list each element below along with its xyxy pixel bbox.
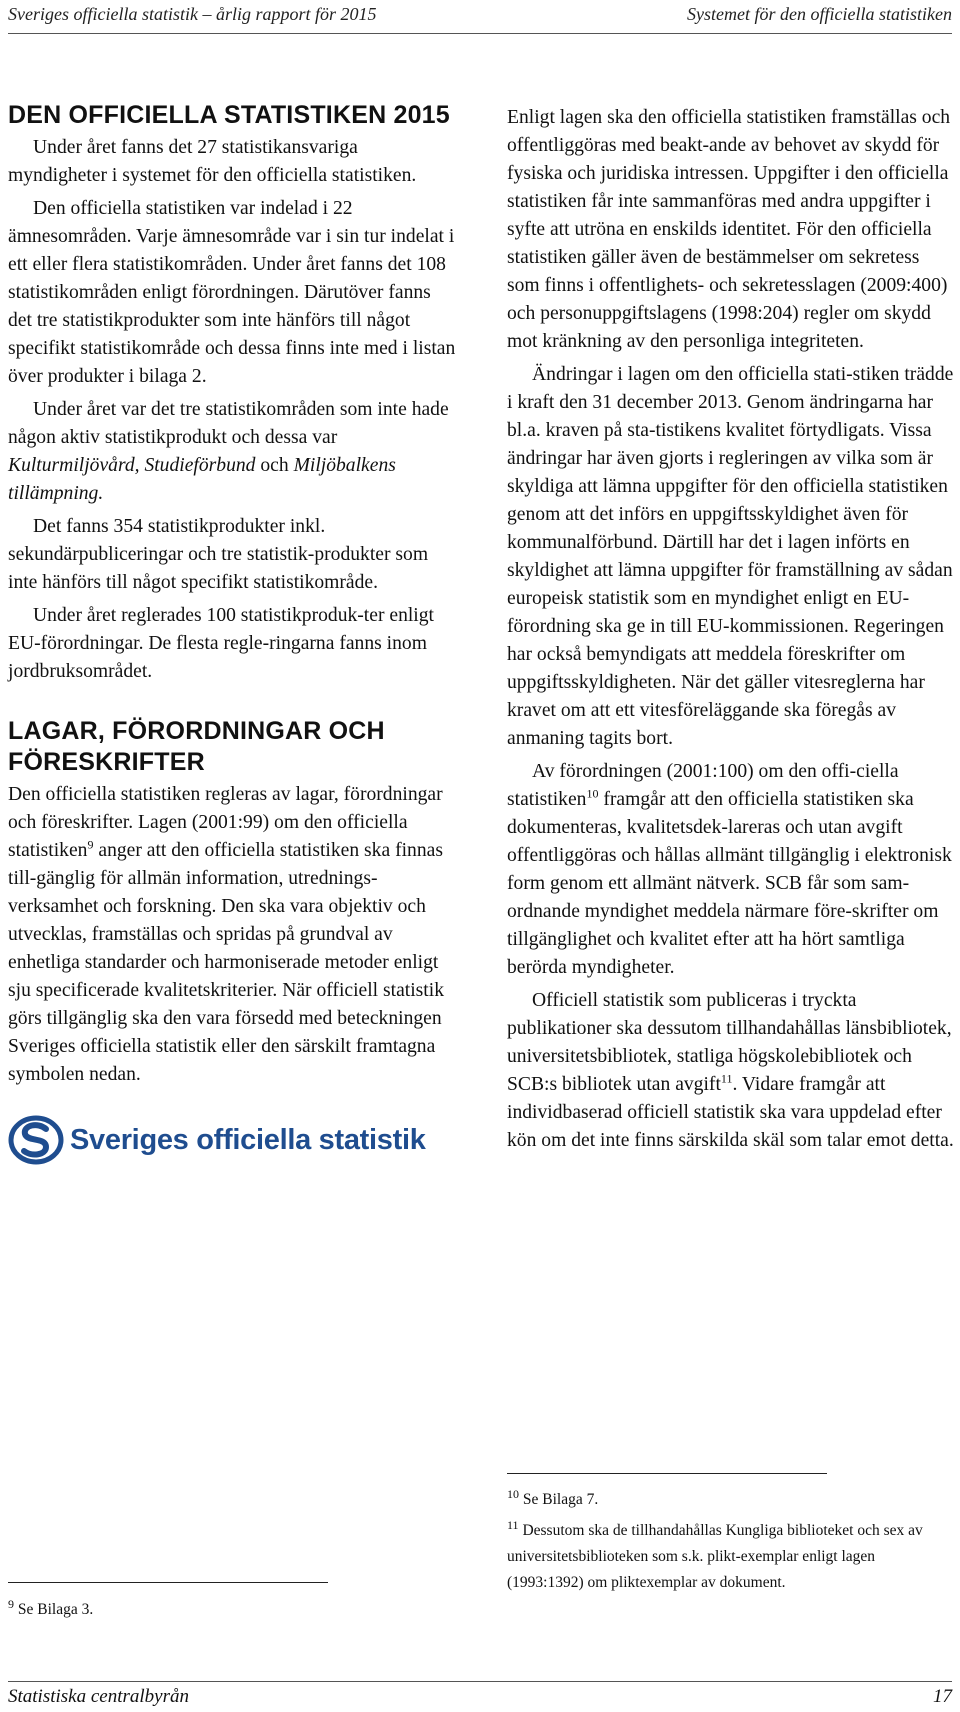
footnote-rule-right <box>507 1473 827 1474</box>
text: framgår att den officiella statistiken ska dokumenteras, kvalitetsdek-lareras och utan avgift offentliggöras och hållas allmänt tillgänglig i elektronisk form genom ett allmänt nätverk. SCB får som sam-ordnande myndighet meddela närmare före-skrifter om tillgänglighet och kvalitet efter att ha hört samtliga berörda myndigheter. <box>507 789 952 978</box>
text: Officiell statistik som publiceras i tryckta publikationer ska dessutom tillhandahållas länsbibliotek, universitetsbibliotek, statliga högskolebibliotek och SCB:s bibliotek utan avgift <box>507 990 952 1095</box>
paragraph: Under året reglerades 100 statistikproduk-ter enligt EU-förordningar. De flesta regle-ringarna fanns inom jordbruksområdet. <box>8 605 434 682</box>
paragraph <box>8 396 458 508</box>
text: anger att den officiella statistiken ska finnas till-gänglig för allmän information, utrednings-verksamhet och forskning. Den ska vara objektiv och utvecklas, framställas och spridas på grundval av enhetliga standarder och harmoniserade metoder enligt sju specificerade kvalitetskriterier. När officiell statistik görs tillgänglig ska den vara försedd med beteckningen Sveriges officiella statistik eller den särskilt framtagna symbolen nedan. <box>8 840 444 1085</box>
header-right: Systemet för den officiella statistiken <box>687 4 952 24</box>
text: Av förordningen (2001:100) om den offi-ciella statistiken <box>507 761 899 810</box>
paragraph: Ändringar i lagen om den officiella stati-stiken trädde i kraft den 31 december 2013. Genom ändringarna har bl.a. kraven på sta-tistikens kvalitet förtydligats. Vissa ändringar har även gjorts i regleringen av vilka som är skyldiga att lämna uppgifter för den officiella statistiken genom att det införs en uppgiftsskyldighet även för kommunalförbund. Därtill har det i lagen införts en skyldighet att lämna uppgifter för framställning av sådan europeisk statistik som en myndighet enligt en EU-förordning ska ge in till EU-kommissionen. Regeringen har också bemyndigats att meddela föreskrifter om uppgiftsskyldigheten. När det gäller vitesreglerna har kravet om att ett vitesföreläggande ska föregås av anmaning tagits bort. <box>507 364 954 749</box>
footnote-10 <box>507 1487 954 1513</box>
footnote-11 <box>507 1518 954 1596</box>
logo-text: Sveriges officiella statistik <box>70 1124 426 1156</box>
paragraph <box>507 987 954 1155</box>
sos-logo-icon <box>8 1115 64 1165</box>
footer-publisher: Statistiska centralbyrån <box>8 1686 190 1707</box>
footnote-ref[interactable]: 10 <box>586 786 599 801</box>
italic-text: Miljöbalkens tillämpning. <box>8 455 396 504</box>
text: . Vidare framgår att individbaserad officiell statistik ska vara uppdelad efter kön om det inte finns särskilda skäl som talar emot detta. <box>507 1074 954 1151</box>
footnote-text: Se Bilaga 3. <box>14 1601 94 1618</box>
footnote-text: Dessutom ska de tillhandahållas Kungliga biblioteket och sex av universitetsbiblioteken som s.k. plikt-exemplar enligt lagen (1993:1392) om pliktexemplar av dokument. <box>507 1522 923 1591</box>
footnote-number: 10 <box>507 1486 519 1501</box>
footnote-ref[interactable]: 11 <box>720 1071 733 1086</box>
text: Den officiella statistiken regleras av lagar, förordningar och föreskrifter. Lagen (2001:99) om den officiella statistiken <box>8 784 443 861</box>
paragraph: Under året fanns det 27 statistikansvariga myndigheter i systemet för den officiella statistiken. <box>8 137 417 186</box>
footnote-number: 11 <box>507 1517 519 1532</box>
footnote-rule-left <box>8 1582 328 1583</box>
footnote-text: Se Bilaga 7. <box>519 1491 599 1508</box>
paragraph: Den officiella statistiken var indelad i 22 ämnesområden. Varje ämnesområde var i sin tur indelat i ett eller flera statistikområden. Under året fanns det 108 statistikområden enligt förordningen. Därutöver fanns det tre statistikprodukter som inte hänförs till något specifikt statistikområde och dessa finns inte med i listan över produkter i bilaga 2. <box>8 198 456 387</box>
header-rule <box>8 33 952 34</box>
sos-logo <box>8 1115 458 1165</box>
paragraph <box>8 781 458 1089</box>
italic-text: Kulturmiljövård, Studieförbund <box>8 455 256 476</box>
text: Under året var det tre statistikområden som inte hade någon aktiv statistikprodukt och dessa var <box>8 399 449 448</box>
paragraph <box>507 758 954 982</box>
heading-official-statistics: DEN OFFICIELLA STATISTIKEN 2015 <box>8 101 450 129</box>
heading-laws: LAGAR, FÖRORDNINGAR OCH FÖRESKRIFTER <box>8 717 385 776</box>
footnote-ref[interactable]: 9 <box>87 837 94 852</box>
footnote-number: 9 <box>8 1596 14 1611</box>
text: och <box>255 455 294 476</box>
header-left: Sveriges officiella statistik – årlig rapport för 2015 <box>8 4 377 24</box>
footer-rule <box>8 1681 952 1682</box>
paragraph: Det fanns 354 statistikprodukter inkl. sekundärpubliceringar och tre statistik-produkter som inte hänförs till något specifikt statistikområde. <box>8 516 429 593</box>
right-column <box>507 104 954 1160</box>
paragraph: Enligt lagen ska den officiella statistiken framställas och offentliggöras med beakt-ande av behovet av skydd för fysiska och juridiska intressen. Uppgifter i den officiella statistiken får inte sammanföras med andra uppgifter i syfte att utröna en enskilds identitet. För den officiella statistiken gäller även de bestämmelser om sekretess som finns i offentlighets- och sekretesslagen (2009:400) och personuppgiftslagens (1998:204) regler om skydd mot kränkning av den personliga integriteten. <box>507 107 951 352</box>
left-column <box>8 100 458 1165</box>
footnote-9 <box>8 1597 448 1623</box>
page-number: 17 <box>933 1686 952 1707</box>
